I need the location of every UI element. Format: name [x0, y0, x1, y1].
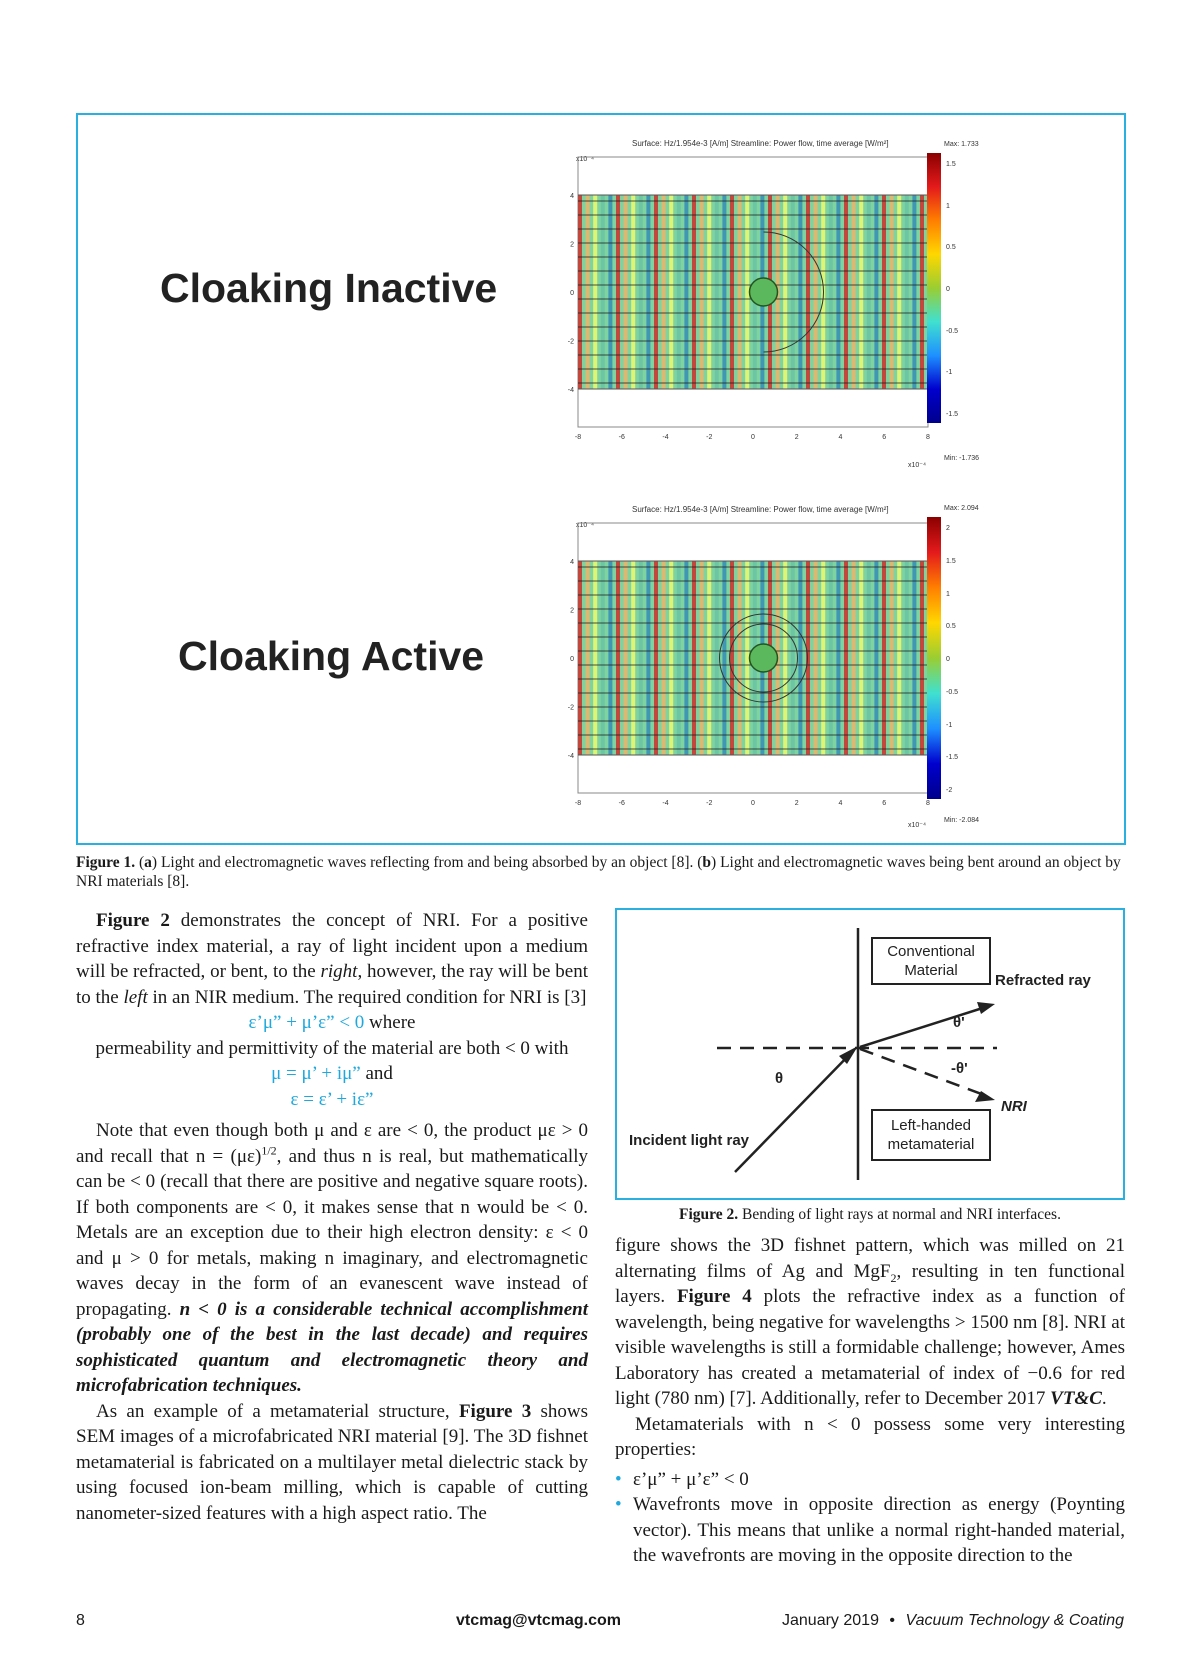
eq-condition: ε’μ” + μ’ε” < 0	[248, 1012, 365, 1033]
label-theta-incident: θ	[775, 1070, 784, 1087]
colorbar-tick-label: -2	[946, 787, 953, 794]
figure-2-caption-label: Figure 2.	[679, 1206, 739, 1223]
figure-2-diagram	[617, 910, 1123, 1198]
text: demonstrates the concept of NRI. For a positive refractive index material, a ray of light incident upon a medium will be refracted, or bent, to the	[76, 910, 588, 982]
text: in an NIR medium. The required condition for NRI is [3]	[147, 986, 587, 1008]
text: As an example of a metamaterial structure,	[96, 1400, 459, 1422]
label-incident-ray: Incident light ray	[629, 1132, 750, 1149]
properties-list	[615, 1467, 1125, 1569]
plot-top	[562, 155, 932, 460]
plot-bottom-y-ticks	[568, 559, 574, 760]
x-tick-label: 0	[751, 800, 755, 807]
figure-1-caption-label: Figure 1.	[76, 854, 136, 871]
y-tick-label: 4	[570, 559, 574, 566]
plot-top-field	[578, 195, 928, 389]
colorbar-tick-label: 0	[946, 286, 950, 293]
page-number: 8	[76, 1612, 85, 1629]
colorbar-tick-label: 1	[946, 590, 950, 598]
plot-bottom-max: Max: 2.094	[944, 505, 979, 512]
y-tick-label: 2	[570, 607, 574, 615]
superscript: 1/2	[261, 1143, 277, 1158]
footer-issue-line	[782, 1612, 1124, 1630]
label-conventional-l2: Material	[904, 962, 958, 979]
caption-b-label: b	[702, 854, 712, 871]
label-theta-refracted: θ'	[953, 1014, 965, 1031]
plot-bottom-title: Surface: Hz/1.954e-3 [A/m] Streamline: Power flow, time average [W/m²]	[632, 505, 889, 514]
x-tick-label: -6	[618, 434, 625, 441]
plot-top-max: Max: 1.733	[944, 141, 979, 148]
x-tick-label: 8	[926, 800, 930, 807]
label-theta-negative: -θ'	[951, 1060, 968, 1077]
figure-2	[615, 908, 1125, 1200]
label-left-handed-l1: Left-handed	[890, 1117, 972, 1134]
footer-bullet: •	[889, 1612, 896, 1629]
colorbar-bottom-ticks	[946, 517, 976, 799]
plot-top-exp-x: x10⁻⁴	[908, 462, 926, 469]
x-tick-label: 4	[838, 800, 843, 807]
text: shows SEM images of a microfabricated NRI material [9]. The 3D fishnet metamaterial is fabricated on a multilayer metal dielectric stack by using focused ion-beam milling, which is capable of cutting nanometer-sized features with a high aspect ratio. The	[76, 1400, 588, 1524]
list-item: • ε’μ” + μ’ε” < 0	[615, 1467, 1125, 1493]
label-cloaking-active: Cloaking Active	[178, 633, 485, 679]
y-tick-label: -4	[567, 387, 574, 394]
colorbar-tick-label: 1.5	[946, 161, 956, 168]
text: figure shows the 3D fishnet pattern, which was milled on 21 alternating films of Ag and MgF	[615, 1235, 1125, 1282]
x-tick-label: -2	[706, 434, 713, 441]
colorbar-tick-label: 2	[946, 525, 950, 532]
emph-right: right	[320, 961, 358, 982]
left-column	[76, 908, 588, 1526]
list-item: • Wavefronts move in opposite direction as energy (Poynting vector). This means that unlike a normal right-handed material, the wavefronts are moving in the opposite direction to the	[615, 1492, 1125, 1569]
plot-bottom-min: Min: -2.084	[944, 817, 980, 824]
paragraph-properties: Metamaterials with n < 0 possess some very interesting properties:	[615, 1413, 1125, 1460]
equation-3	[76, 1087, 588, 1113]
x-tick-label: 2	[794, 800, 799, 807]
colorbar-bottom-gradient	[927, 517, 941, 799]
y-tick-label: -2	[567, 338, 574, 346]
text: , and thus n is real, but mathematically can be < 0 (recall that there are positive and negative square roots). If both components are < 0, it makes sense that n would be < 0. Metals are an exception due to their high electron density: ε < 0 and μ > 0 for metals, making n imaginary, and electromagnetic waves decay in the form of an evanescent wave instead of propagating.	[76, 1145, 588, 1320]
paragraph-product	[76, 1118, 588, 1399]
x-tick-label: 6	[882, 800, 887, 807]
figure-2-caption	[615, 1205, 1125, 1224]
colorbar-tick-label: 0	[946, 656, 950, 663]
plot-bottom-field	[578, 561, 928, 755]
footer-publication: Vacuum Technology & Coating	[905, 1612, 1124, 1629]
x-tick-label: -4	[662, 800, 669, 807]
label-cloaking-inactive: Cloaking Inactive	[160, 265, 498, 311]
emph-vtc: VT&C	[1050, 1388, 1102, 1409]
paragraph-example	[76, 1399, 588, 1527]
colorbar-top-gradient	[927, 153, 941, 423]
ref-figure-3: Figure 3	[458, 1400, 532, 1422]
label-nri: NRI	[1001, 1098, 1027, 1115]
text: Note that even though both μ and ε are < 0, the product με > 0 and recall that n = (με)	[76, 1120, 588, 1167]
paragraph-nri-concept	[76, 908, 588, 1010]
x-tick-label: -4	[662, 434, 669, 441]
label-conventional-material	[872, 942, 990, 980]
colorbar-tick-label: -1	[946, 369, 953, 377]
equation-2	[76, 1061, 588, 1087]
y-tick-label: -4	[567, 753, 574, 760]
text: plots the refractive index as a function of wavelength, being negative for wavelengths > 1500 nm [8]. NRI at visible wavelengths is still a formidable challenge; however, Ames Laboratory has created a metamaterial of index of −0.6 for red light (780 nm) [7]. Additionally, refer to December 2017	[615, 1286, 1125, 1409]
figure-1	[76, 113, 1126, 845]
plot-top-title: Surface: Hz/1.954e-3 [A/m] Streamline: Power flow, time average [W/m²]	[632, 139, 889, 148]
colorbar-top-ticks	[946, 153, 976, 423]
ref-figure-2: Figure 2	[96, 910, 170, 931]
ref-figure-4: Figure 4	[676, 1286, 752, 1307]
plot-bottom-exp-y: x10⁻⁴	[576, 522, 594, 529]
equation-1	[76, 1010, 588, 1036]
text: , resulting in ten functional layers.	[615, 1260, 1125, 1307]
eq-epsilon: ε = ε’ + iε”	[290, 1088, 374, 1110]
y-tick-label: 0	[570, 656, 574, 663]
y-tick-label: 0	[570, 290, 574, 297]
text: where	[364, 1012, 416, 1033]
x-tick-label: 6	[882, 434, 887, 441]
paragraph-fishnet	[615, 1233, 1125, 1412]
eq-mu: μ = μ’ + iμ”	[271, 1063, 361, 1084]
text: and	[360, 1063, 393, 1084]
x-tick-label: 8	[926, 434, 930, 441]
colorbar-tick-label: 0.5	[946, 244, 956, 252]
colorbar-tick-label: -0.5	[946, 688, 959, 696]
x-tick-label: 4	[838, 434, 843, 441]
colorbar-tick-label: 1.5	[946, 557, 956, 565]
colorbar-tick-label: -1	[946, 721, 953, 729]
plot-bottom	[562, 521, 932, 826]
footer-email: vtcmag@vtcmag.com	[456, 1612, 621, 1629]
plot-bottom-x-ticks	[575, 800, 930, 807]
x-tick-label: 2	[794, 434, 799, 441]
colorbar-bottom	[927, 517, 941, 799]
text: , however, the ray will be bent to the	[76, 961, 588, 1008]
footer-issue: January 2019	[782, 1612, 879, 1629]
plot-top-y-ticks	[568, 193, 574, 394]
caption-a-label: a	[144, 854, 152, 871]
label-left-handed-metamaterial	[872, 1116, 990, 1154]
colorbar-tick-label: -0.5	[946, 327, 959, 335]
label-conventional-l1: Conventional	[887, 943, 975, 960]
y-tick-label: 4	[570, 193, 574, 200]
plot-top-x-ticks	[575, 434, 930, 441]
y-tick-label: 2	[570, 241, 574, 249]
caption-a-text: Light and electromagnetic waves reflecting from and being absorbed by an object [8].	[160, 854, 694, 871]
figure-2-caption-text: Bending of light rays at normal and NRI interfaces.	[738, 1206, 1061, 1223]
colorbar-tick-label: 0.5	[946, 623, 956, 631]
right-column	[615, 1233, 1125, 1569]
text: .	[1101, 1388, 1107, 1409]
colorbar-top	[927, 153, 941, 423]
plot-top-min: Min: -1.736	[944, 455, 980, 462]
x-tick-label: -6	[618, 800, 625, 807]
subscript: 2	[890, 1270, 897, 1285]
colorbar-tick-label: 1	[946, 202, 950, 210]
emph-accomplishment: n < 0 is a considerable technical accomplishment (probably one of the best in the last decade) and requires sophisticated quantum and electromagnetic theory and microfabrication techniques.	[76, 1298, 588, 1396]
x-tick-label: -8	[574, 434, 582, 441]
x-tick-label: 0	[751, 434, 755, 441]
figure-1-caption: Figure 1. (a) Light and electromagnetic waves reflecting from and being absorbed by an object [8]. (b) Light and electromagnetic waves being bent around an object by NRI materials [8].	[76, 854, 1121, 890]
x-tick-label: -2	[706, 800, 713, 807]
caption-b-text: Light and electromagnetic waves being bent around an object by NRI materials [8].	[76, 854, 1121, 890]
plot-top-exp-y: x10⁻⁴	[576, 156, 594, 163]
label-refracted-ray: Refracted ray	[995, 972, 1091, 989]
y-tick-label: -2	[567, 704, 574, 712]
equation-line-2: permeability and permittivity of the material are both < 0 with	[95, 1037, 569, 1059]
colorbar-tick-label: -1.5	[946, 754, 959, 762]
emph-left: left	[123, 986, 148, 1008]
label-left-handed-l2: metamaterial	[887, 1136, 975, 1153]
colorbar-tick-label: -1.5	[946, 411, 959, 418]
x-tick-label: -8	[574, 800, 582, 807]
plot-bottom-exp-x: x10⁻⁴	[908, 822, 926, 829]
